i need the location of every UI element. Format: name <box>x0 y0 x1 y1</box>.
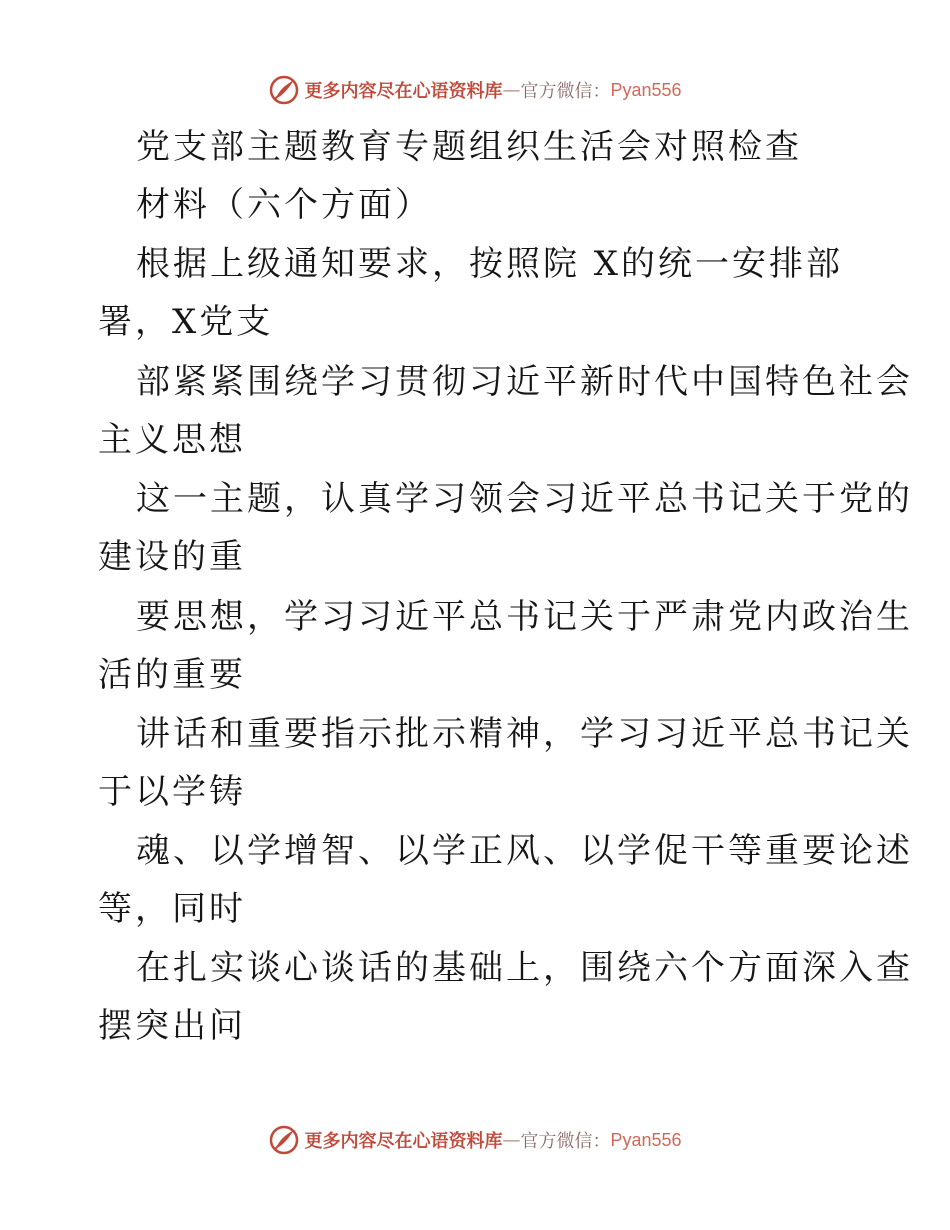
footer-banner <box>0 1122 950 1158</box>
doc-paragraph-line: 摆突出问 <box>98 1006 246 1046</box>
doc-title-line-1: 党支部主题教育专题组织生活会对照检查 <box>136 127 802 167</box>
banner-text: 更多内容尽在心语资料库 <box>304 81 503 102</box>
doc-paragraph-line: 魂、以学增智、以学正风、以学促干等重要论述 <box>136 831 913 871</box>
banner-text: 更多内容尽在心语资料库 <box>304 1131 503 1152</box>
banner-wechat-id: Pyan556 <box>610 79 682 100</box>
banner-wechat-label: 官方微信： <box>520 1131 611 1152</box>
doc-paragraph-line: 于以学铸 <box>98 772 246 812</box>
doc-paragraph-line: 在扎实谈心谈话的基础上，围绕六个方面深入查 <box>136 948 913 988</box>
doc-paragraph-line: 等，同时 <box>98 889 246 929</box>
doc-paragraph-line: 根据上级通知要求，按照院 X的统一安排部 <box>136 244 844 284</box>
header-banner <box>0 72 950 108</box>
doc-paragraph-line: 署，X党支 <box>98 302 274 342</box>
banner-wechat-id: Pyan556 <box>610 1129 682 1150</box>
banner-wechat-label: 官方微信： <box>520 81 611 102</box>
doc-paragraph-line: 活的重要 <box>98 655 246 695</box>
doc-paragraph-line: 建设的重 <box>98 537 246 577</box>
doc-paragraph-line: 要思想，学习习近平总书记关于严肃党内政治生 <box>136 597 913 637</box>
doc-paragraph-line: 这一主题，认真学习领会习近平总书记关于党的 <box>136 479 913 519</box>
quill-logo-icon <box>268 1124 300 1156</box>
doc-paragraph-line: 部紧紧围绕学习贯彻习近平新时代中国特色社会 <box>136 362 913 402</box>
doc-title-line-2: 材料（六个方面） <box>136 185 432 225</box>
banner-separator: — <box>502 79 521 101</box>
quill-logo-icon <box>268 74 300 106</box>
doc-paragraph-line: 主义思想 <box>98 420 246 460</box>
banner-separator: — <box>502 1129 521 1151</box>
doc-paragraph-line: 讲话和重要指示批示精神，学习习近平总书记关 <box>136 714 913 754</box>
